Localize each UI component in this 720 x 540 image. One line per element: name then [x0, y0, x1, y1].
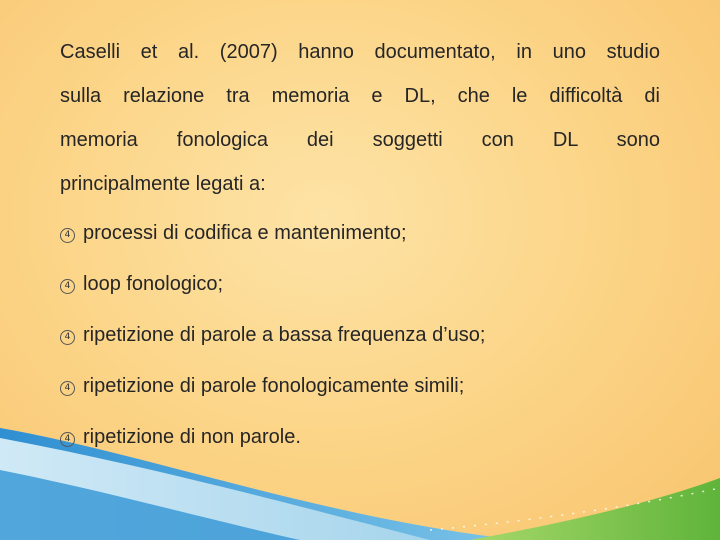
paragraph-line: sulla relazione tra memoria e DL, che le difficoltà di	[60, 85, 660, 107]
paragraph-line: memoria fonologica dei soggetti con DL sono	[60, 129, 660, 151]
list-item	[60, 417, 660, 468]
paragraph-line: principalmente legati a:	[60, 173, 266, 195]
wave-green	[470, 478, 720, 540]
circled-four-icon: 4	[60, 381, 75, 396]
circled-four-icon: 4	[60, 432, 75, 447]
circled-four-icon: 4	[60, 228, 75, 243]
list-item	[60, 315, 660, 366]
list-item	[60, 213, 660, 264]
intro-paragraph	[60, 30, 660, 206]
bullet-text: loop fonologico;	[83, 273, 224, 295]
bullet-text: ripetizione di non parole.	[83, 426, 301, 448]
bullet-list	[60, 213, 660, 468]
bullet-text: ripetizione di parole a bassa frequenza d’uso;	[83, 324, 486, 346]
bullet-text: processi di codifica e mantenimento;	[83, 222, 407, 244]
list-item	[60, 366, 660, 417]
list-item	[60, 264, 660, 315]
bullet-text: ripetizione di parole fonologicamente simili;	[83, 375, 465, 397]
circled-four-icon: 4	[60, 279, 75, 294]
slide-content	[60, 30, 660, 468]
paragraph-line: Caselli et al. (2007) hanno documentato, in uno studio	[60, 41, 660, 63]
circled-four-icon: 4	[60, 330, 75, 345]
